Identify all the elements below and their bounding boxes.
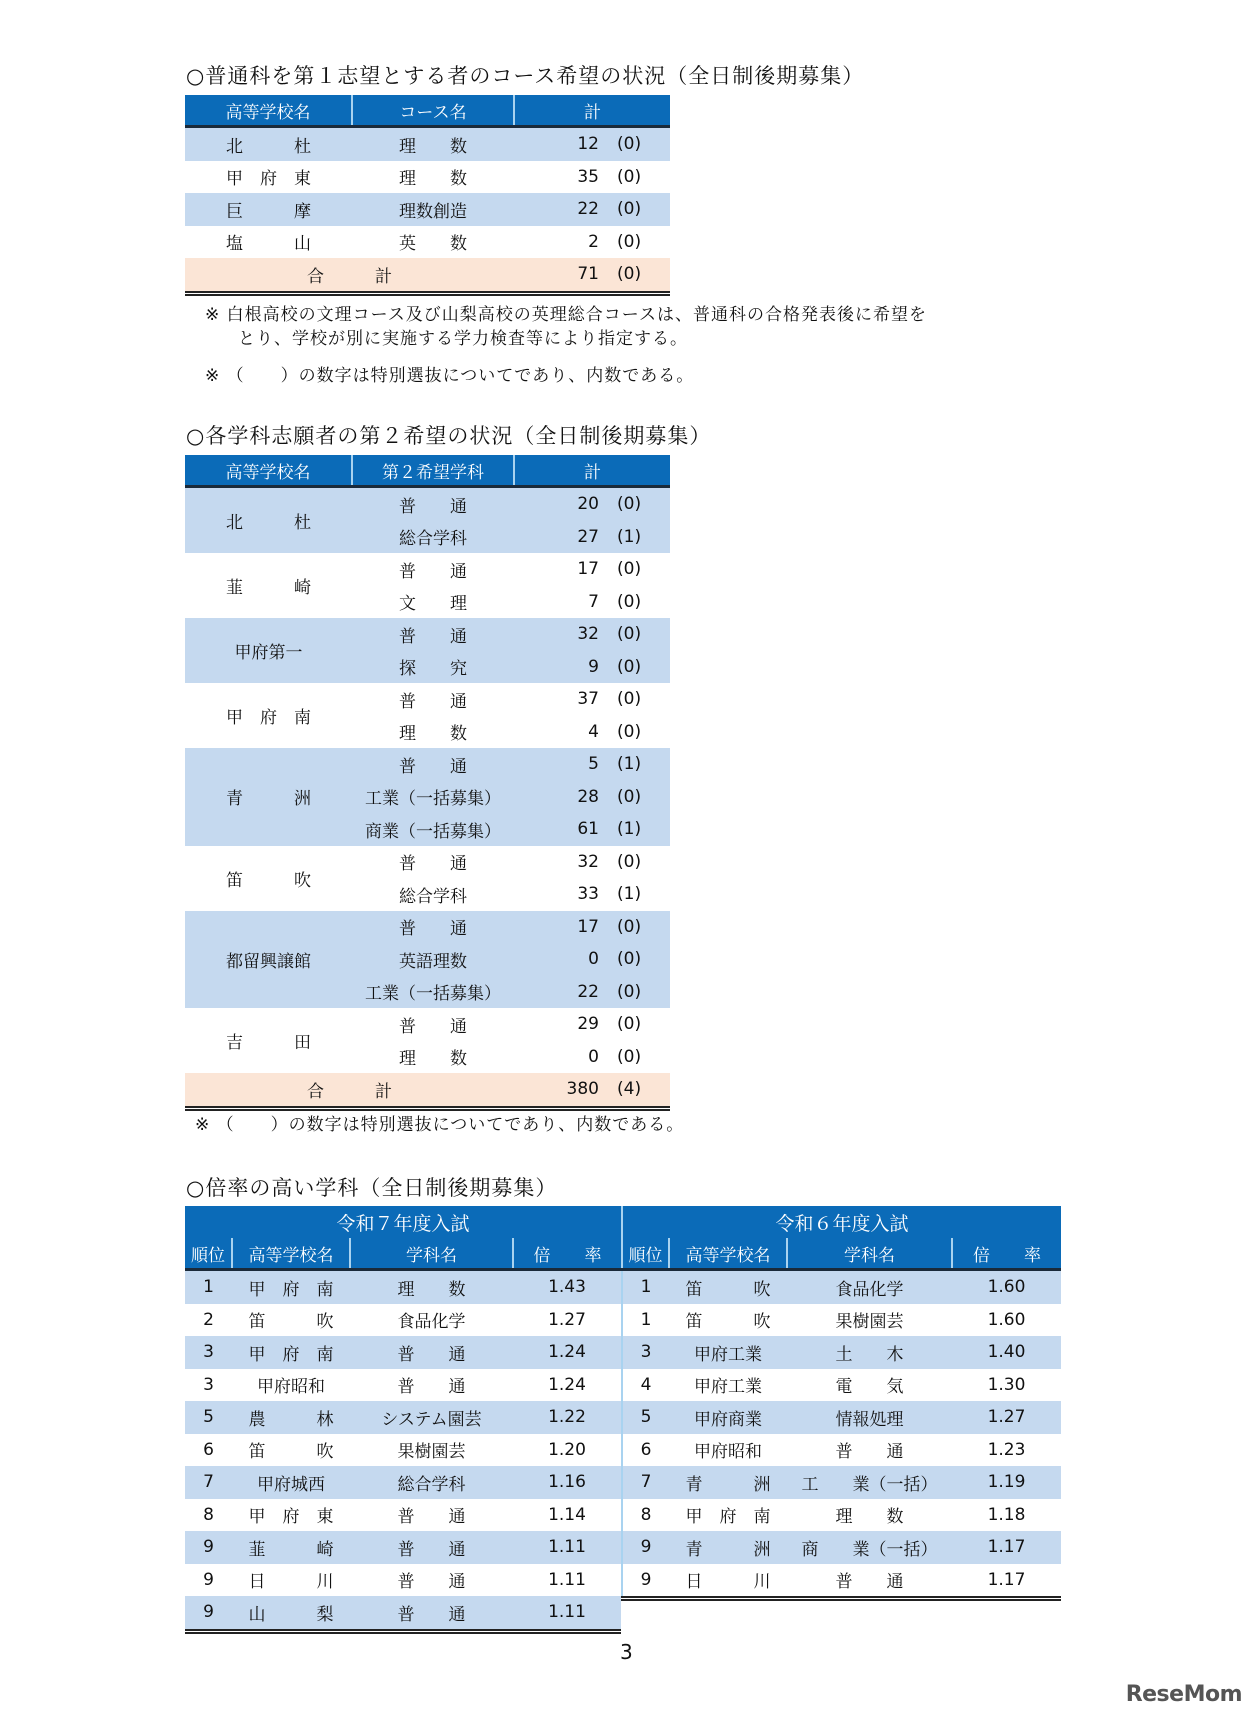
ratio: 1.60	[952, 1304, 1061, 1337]
dept-name: 情報処理	[787, 1401, 952, 1434]
table-row	[185, 1499, 621, 1532]
school-name: 農 林	[232, 1401, 350, 1434]
special-count: (1)	[609, 878, 670, 911]
table-row	[185, 1434, 621, 1467]
r7-label: 令和７年度入試	[185, 1206, 621, 1238]
dept-name: 普 通	[350, 1369, 513, 1402]
count: 28	[514, 781, 609, 814]
count: 12	[514, 127, 609, 161]
course-name: 英 数	[352, 226, 514, 259]
total-label: 合 計	[185, 1073, 514, 1108]
dept-name: 理 数	[787, 1499, 952, 1532]
school-name: 甲府商業	[669, 1401, 787, 1434]
count: 0	[514, 943, 609, 976]
school-name: 甲府第一	[185, 618, 352, 683]
school-name: 韮 崎	[232, 1531, 350, 1564]
rank: 3	[185, 1336, 232, 1369]
course-name: 理 数	[352, 127, 514, 161]
table-row	[185, 1304, 621, 1337]
rank: 9	[185, 1596, 232, 1631]
ratio: 1.60	[952, 1270, 1061, 1304]
count: 17	[514, 553, 609, 586]
ratio: 1.30	[952, 1369, 1061, 1402]
dept-name: 普 通	[350, 1564, 513, 1597]
table-row	[185, 683, 670, 716]
dept-name: 土 木	[787, 1336, 952, 1369]
dept-name: 普 通	[787, 1564, 952, 1599]
table-row	[185, 1369, 621, 1402]
table-row	[185, 127, 670, 161]
table-row	[185, 1401, 621, 1434]
page-number: 3	[620, 1640, 633, 1664]
special-count: (0)	[609, 618, 670, 651]
count: 27	[514, 521, 609, 554]
total-count: 380	[514, 1073, 609, 1108]
ratio: 1.17	[952, 1531, 1061, 1564]
special-count: (1)	[609, 748, 670, 781]
school-name: 塩 山	[185, 226, 352, 259]
ratio: 1.27	[513, 1304, 621, 1337]
total-special: (0)	[609, 258, 670, 293]
rank: 9	[185, 1531, 232, 1564]
header-school: 高等学校名	[232, 1238, 350, 1270]
dept-name: 普 通	[352, 618, 514, 651]
dept-name: 理 数	[350, 1270, 513, 1304]
header-rank: 順位	[622, 1238, 669, 1270]
ratio: 1.23	[952, 1434, 1061, 1467]
table-row	[622, 1369, 1061, 1402]
header-ratio: 倍 率	[952, 1238, 1061, 1270]
school-name: 北 杜	[185, 487, 352, 554]
table-row	[185, 193, 670, 226]
table-row	[185, 1564, 621, 1597]
count: 22	[514, 193, 609, 226]
count: 33	[514, 878, 609, 911]
table-row	[622, 1531, 1061, 1564]
table-row	[185, 1008, 670, 1041]
total-count: 71	[514, 258, 609, 293]
ratio: 1.11	[513, 1564, 621, 1597]
school-name: 甲府城西	[232, 1466, 350, 1499]
school-name: 甲府工業	[669, 1336, 787, 1369]
rank: 2	[185, 1304, 232, 1337]
ratio-table-r6	[621, 1206, 1061, 1601]
special-count: (0)	[609, 943, 670, 976]
school-name: 日 川	[669, 1564, 787, 1599]
dept-name: 文 理	[352, 586, 514, 619]
dept-name: 総合学科	[352, 521, 514, 554]
table-row	[622, 1434, 1061, 1467]
special-count: (0)	[609, 193, 670, 226]
note-parentheses: ※ （ ）の数字は特別選抜についてであり、内数である。	[205, 366, 695, 386]
note-parentheses-2: ※ （ ）の数字は特別選抜についてであり、内数である。	[195, 1115, 685, 1135]
school-name: 巨 摩	[185, 193, 352, 226]
school-name: 甲 府 東	[185, 161, 352, 194]
header-course: コース名	[352, 95, 514, 127]
header-school: 高等学校名	[669, 1238, 787, 1270]
dept-name: 商業（一括募集）	[352, 813, 514, 846]
count: 17	[514, 911, 609, 944]
header-ratio: 倍 率	[513, 1238, 621, 1270]
ratio: 1.27	[952, 1401, 1061, 1434]
rank: 1	[185, 1270, 232, 1304]
dept-name: 工業（一括募集）	[352, 976, 514, 1009]
table-row	[185, 487, 670, 521]
rank: 9	[185, 1564, 232, 1597]
special-count: (0)	[609, 683, 670, 716]
ratio: 1.11	[513, 1531, 621, 1564]
dept-name: 普 通	[352, 1008, 514, 1041]
ratio: 1.16	[513, 1466, 621, 1499]
ratio: 1.18	[952, 1499, 1061, 1532]
dept-name: 英語理数	[352, 943, 514, 976]
rank: 7	[185, 1466, 232, 1499]
ratio: 1.40	[952, 1336, 1061, 1369]
section1-title: ○普通科を第１志望とする者のコース希望の状況（全日制後期募集）	[186, 64, 865, 88]
ratio: 1.43	[513, 1270, 621, 1304]
rank: 1	[622, 1270, 669, 1304]
header-dept: 学科名	[787, 1238, 952, 1270]
ratio: 1.24	[513, 1369, 621, 1402]
dept-name: 理 数	[352, 716, 514, 749]
rank: 1	[622, 1304, 669, 1337]
count: 37	[514, 683, 609, 716]
special-count: (0)	[609, 976, 670, 1009]
rank: 7	[622, 1466, 669, 1499]
dept-name: 普 通	[352, 683, 514, 716]
special-count: (0)	[609, 553, 670, 586]
count: 32	[514, 618, 609, 651]
dept-name: 普 通	[350, 1531, 513, 1564]
rank: 9	[622, 1531, 669, 1564]
rank: 5	[185, 1401, 232, 1434]
count: 22	[514, 976, 609, 1009]
school-name: 笛 吹	[232, 1434, 350, 1467]
school-name: 笛 吹	[232, 1304, 350, 1337]
dept-name: 普 通	[352, 553, 514, 586]
ratio: 1.24	[513, 1336, 621, 1369]
school-name: 甲 府 南	[669, 1499, 787, 1532]
school-name: 北 杜	[185, 127, 352, 161]
rank: 8	[622, 1499, 669, 1532]
school-name: 甲 府 南	[232, 1336, 350, 1369]
table-row	[185, 618, 670, 651]
rank: 9	[622, 1564, 669, 1599]
dept-name: 工 業（一括）	[787, 1466, 952, 1499]
special-count: (0)	[609, 1008, 670, 1041]
school-name: 甲 府 東	[232, 1499, 350, 1532]
count: 0	[514, 1041, 609, 1074]
table-row	[185, 226, 670, 259]
special-count: (1)	[609, 813, 670, 846]
special-count: (0)	[609, 716, 670, 749]
special-count: (0)	[609, 487, 670, 521]
school-name: 青 洲	[185, 748, 352, 846]
ratio: 1.14	[513, 1499, 621, 1532]
dept-name: システム園芸	[350, 1401, 513, 1434]
dept-name: 普 通	[352, 748, 514, 781]
ratio-table-r7	[185, 1206, 621, 1634]
rank: 3	[622, 1336, 669, 1369]
dept-name: 普 通	[352, 911, 514, 944]
rank: 6	[622, 1434, 669, 1467]
school-name: 甲 府 南	[185, 683, 352, 748]
special-count: (0)	[609, 586, 670, 619]
section3-title: ○倍率の高い学科（全日制後期募集）	[186, 1176, 558, 1200]
special-count: (0)	[609, 846, 670, 879]
course-name: 理数創造	[352, 193, 514, 226]
table-row	[622, 1466, 1061, 1499]
header-total: 計	[514, 95, 670, 127]
school-name: 甲 府 南	[232, 1270, 350, 1304]
special-count: (0)	[609, 226, 670, 259]
school-name: 甲府昭和	[669, 1434, 787, 1467]
special-count: (0)	[609, 161, 670, 194]
dept-name: 果樹園芸	[350, 1434, 513, 1467]
school-name: 甲府工業	[669, 1369, 787, 1402]
note-shirane-cont: とり、学校が別に実施する学力検査等により指定する。	[238, 329, 688, 349]
table-row	[185, 1531, 621, 1564]
rank: 5	[622, 1401, 669, 1434]
count: 9	[514, 651, 609, 684]
count: 2	[514, 226, 609, 259]
dept-name: 普 通	[352, 846, 514, 879]
rank: 6	[185, 1434, 232, 1467]
header-school: 高等学校名	[185, 95, 352, 127]
count: 4	[514, 716, 609, 749]
school-name: 笛 吹	[669, 1270, 787, 1304]
table-row	[622, 1270, 1061, 1304]
count: 32	[514, 846, 609, 879]
total-row	[185, 1073, 670, 1108]
count: 7	[514, 586, 609, 619]
ratio: 1.11	[513, 1596, 621, 1631]
table-row	[185, 161, 670, 194]
second-preference-table	[185, 455, 670, 1111]
dept-name: 普 通	[350, 1499, 513, 1532]
table-row	[622, 1499, 1061, 1532]
table-row	[185, 1466, 621, 1499]
rank: 8	[185, 1499, 232, 1532]
dept-name: 食品化学	[787, 1270, 952, 1304]
school-name: 山 梨	[232, 1596, 350, 1631]
course-preference-table	[185, 95, 670, 296]
table-row	[185, 553, 670, 586]
school-name: 甲府昭和	[232, 1369, 350, 1402]
school-name: 吉 田	[185, 1008, 352, 1073]
dept-name: 普 通	[350, 1596, 513, 1631]
count: 61	[514, 813, 609, 846]
special-count: (0)	[609, 911, 670, 944]
special-count: (0)	[609, 127, 670, 161]
note-shirane: ※ 白根高校の文理コース及び山梨高校の英理総合コースは、普通科の合格発表後に希望を	[205, 305, 927, 325]
r6-label: 令和６年度入試	[622, 1206, 1061, 1238]
dept-name: 普 通	[352, 487, 514, 521]
school-name: 日 川	[232, 1564, 350, 1597]
special-count: (1)	[609, 521, 670, 554]
dept-name: 理 数	[352, 1041, 514, 1074]
school-name: 韮 崎	[185, 553, 352, 618]
dept-name: 食品化学	[350, 1304, 513, 1337]
dept-name: 総合学科	[350, 1466, 513, 1499]
school-name: 青 洲	[669, 1466, 787, 1499]
special-count: (0)	[609, 781, 670, 814]
count: 5	[514, 748, 609, 781]
count: 35	[514, 161, 609, 194]
table-row	[185, 911, 670, 944]
ratio: 1.20	[513, 1434, 621, 1467]
table-row	[622, 1304, 1061, 1337]
resemom-logo: ReseMom	[1125, 1682, 1242, 1707]
header-second-dept: 第２希望学科	[352, 455, 514, 487]
dept-name: 工業（一括募集）	[352, 781, 514, 814]
table-row	[185, 1270, 621, 1304]
header-school: 高等学校名	[185, 455, 352, 487]
school-name: 青 洲	[669, 1531, 787, 1564]
total-special: (4)	[609, 1073, 670, 1108]
table-row	[622, 1564, 1061, 1599]
dept-name: 探 究	[352, 651, 514, 684]
section2-title: ○各学科志願者の第２希望の状況（全日制後期募集）	[186, 424, 712, 448]
table-row	[185, 1336, 621, 1369]
table-row	[622, 1401, 1061, 1434]
rank: 4	[622, 1369, 669, 1402]
school-name: 笛 吹	[185, 846, 352, 911]
school-name: 都留興譲館	[185, 911, 352, 1009]
table-row	[185, 846, 670, 879]
school-name: 笛 吹	[669, 1304, 787, 1337]
table-row	[185, 748, 670, 781]
table-row	[622, 1336, 1061, 1369]
special-count: (0)	[609, 651, 670, 684]
header-rank: 順位	[185, 1238, 232, 1270]
ratio: 1.19	[952, 1466, 1061, 1499]
dept-name: 商 業（一括）	[787, 1531, 952, 1564]
total-label: 合 計	[185, 258, 514, 293]
header-dept: 学科名	[350, 1238, 513, 1270]
dept-name: 電 気	[787, 1369, 952, 1402]
rank: 3	[185, 1369, 232, 1402]
ratio: 1.17	[952, 1564, 1061, 1599]
header-total: 計	[514, 455, 670, 487]
count: 20	[514, 487, 609, 521]
total-row	[185, 258, 670, 293]
dept-name: 総合学科	[352, 878, 514, 911]
special-count: (0)	[609, 1041, 670, 1074]
count: 29	[514, 1008, 609, 1041]
dept-name: 普 通	[350, 1336, 513, 1369]
dept-name: 果樹園芸	[787, 1304, 952, 1337]
course-name: 理 数	[352, 161, 514, 194]
table-row	[185, 1596, 621, 1631]
ratio: 1.22	[513, 1401, 621, 1434]
dept-name: 普 通	[787, 1434, 952, 1467]
